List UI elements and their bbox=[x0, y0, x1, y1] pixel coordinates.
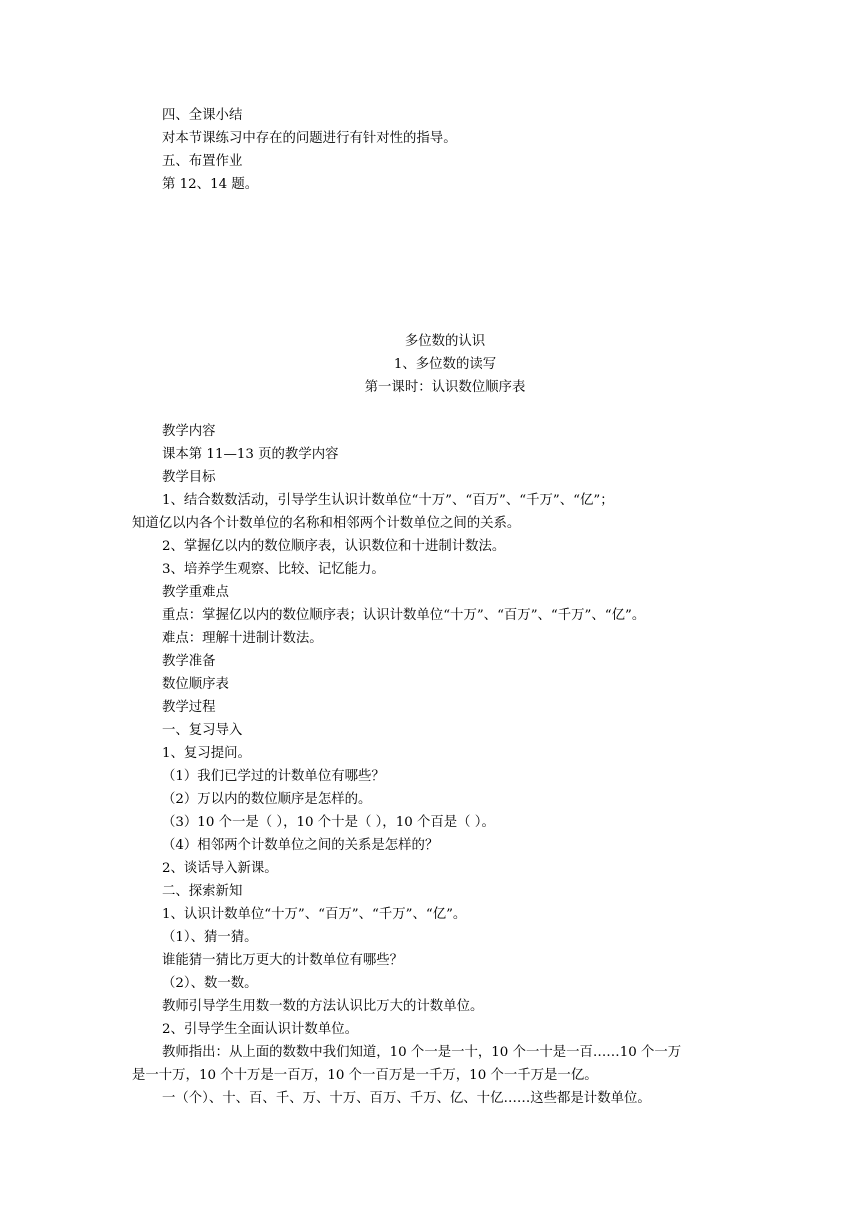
lesson-title-main: 多位数的认识 bbox=[404, 334, 486, 349]
process-heading: 教学过程 bbox=[162, 700, 216, 715]
summary-text: 对本节课练习中存在的问题进行有针对性的指导。 bbox=[162, 131, 457, 146]
key-point: 重点：掌握亿以内的数位顺序表；认识计数单位“十万”、“百万”、“千万”、“亿”。 bbox=[162, 608, 646, 623]
teacher-note-line-2: 是一十万，10 个十万是一百万，10 个一百万是一千万，10 个一千万是一亿。 bbox=[132, 1068, 598, 1083]
question-2: （2）万以内的数位顺序是怎样的。 bbox=[162, 792, 372, 807]
prep-heading: 教学准备 bbox=[162, 654, 216, 669]
homework-text: 第 12、14 题。 bbox=[162, 177, 259, 192]
step-2-heading: 二、探索新知 bbox=[162, 884, 243, 899]
content-heading: 教学内容 bbox=[162, 424, 216, 439]
question-1: （1）我们已学过的计数单位有哪些？ bbox=[162, 769, 385, 784]
units-line: 一（个）、十、百、千、万、十万、百万、千万、亿、十亿……这些都是计数单位。 bbox=[162, 1091, 651, 1106]
step-2-item-2: 2、引导学生全面认识计数单位。 bbox=[162, 1022, 358, 1037]
goals-heading: 教学目标 bbox=[162, 470, 216, 485]
guess-text: 谁能猜一猜比万更大的计数单位有哪些？ bbox=[162, 953, 404, 968]
step-1-heading: 一、复习导入 bbox=[162, 723, 243, 738]
goal-3: 3、培养学生观察、比较、记忆能力。 bbox=[162, 562, 385, 577]
content-text: 课本第 11—13 页的教学内容 bbox=[162, 447, 339, 462]
lesson-title-sub: 1、多位数的读写 bbox=[393, 357, 497, 372]
lesson-title-period: 第一课时：认识数位顺序表 bbox=[364, 380, 526, 395]
count-text: 教师引导学生用数一数的方法认识比万大的计数单位。 bbox=[162, 999, 484, 1014]
teacher-note-line-1: 教师指出：从上面的数数中我们知道，10 个一是一十，10 个一十是一百……10 个一万 bbox=[162, 1045, 682, 1060]
count-item: （2）、数一数。 bbox=[162, 976, 258, 991]
step-2-item-1: 1、认识计数单位“十万”、“百万”、“千万”、“亿”。 bbox=[162, 907, 467, 922]
step-1-item-2: 2、谈话导入新课。 bbox=[162, 861, 278, 876]
summary-heading: 四、全课小结 bbox=[162, 108, 243, 123]
homework-heading: 五、布置作业 bbox=[162, 154, 243, 169]
goal-2: 2、掌握亿以内的数位顺序表，认识数位和十进制计数法。 bbox=[162, 539, 506, 554]
prep-text: 数位顺序表 bbox=[162, 677, 229, 692]
goal-1-line-2: 知道亿以内各个计数单位的名称和相邻两个计数单位之间的关系。 bbox=[132, 516, 521, 531]
guess-item: （1）、猜一猜。 bbox=[162, 930, 258, 945]
key-heading: 教学重难点 bbox=[162, 585, 229, 600]
difficulty: 难点：理解十进制计数法。 bbox=[162, 631, 323, 646]
goal-1-line-1: 1、结合数数活动，引导学生认识计数单位“十万”、“百万”、“千万”、“亿”； bbox=[162, 493, 614, 508]
question-4: （4）相邻两个计数单位之间的关系是怎样的？ bbox=[162, 838, 439, 853]
question-3: （3）10 个一是（ ），10 个十是（ ），10 个百是（ ）。 bbox=[162, 815, 495, 830]
step-1-item-1: 1、复习提问。 bbox=[162, 746, 251, 761]
